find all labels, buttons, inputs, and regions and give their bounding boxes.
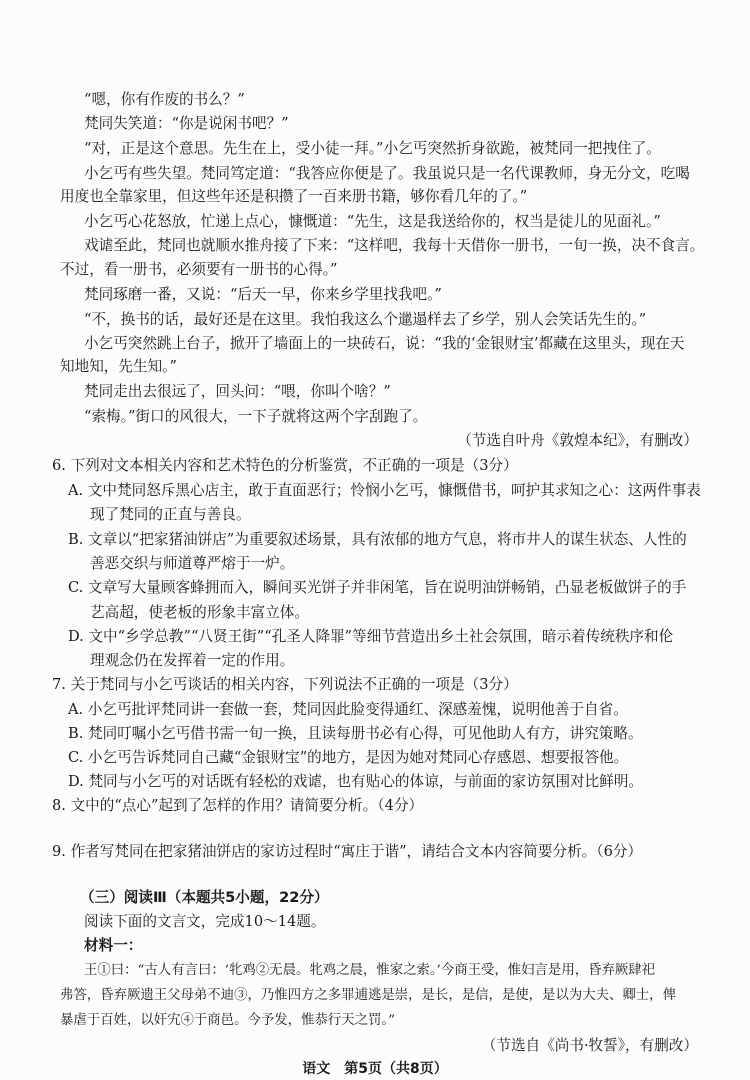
q7-option-c: C. 小乞丐告诉梵同自己藏“金银财宝”的地方，是因为她对梵同心存感恩、想要报答他。 <box>68 749 629 766</box>
classical-text-line-2: 弗答，昏弃厥遗王父母弟不迪③，乃惟四方之多罪逋逃是崇，是长，是信，是使，是以为大夫、卿士，俾 <box>60 988 676 1003</box>
story-line-11: 小乞丐突然跳上台子，掀开了墙面上的一块砖石，说：“我的‘金银财宝’都藏在这里头，现在天 <box>84 335 685 352</box>
story-source: （节选自叶舟《敦煌本纪》，有删改） <box>457 432 698 449</box>
story-line-9: 梵同琢磨一番，又说：“后天一早，你来乡学里找我吧。” <box>84 286 442 303</box>
q6-option-d-line-2: 理观念仍在发挥着一定的作用。 <box>90 652 295 669</box>
q6-option-a-line-1: A. 文中梵同怒斥黑心店主，敢于直面恶行；怜悯小乞丐，慷慨借书，呵护其求知之心：这两件事表 <box>68 482 701 499</box>
story-line-3: “对，正是这个意思。先生在上，受小徒一拜。”小乞丐突然折身欲跪，被梵同一把拽住了。 <box>84 140 661 157</box>
material-label: 材料一： <box>84 937 143 954</box>
story-line-10: “不，换书的话，最好还是在这里。我怕我这么个邋遢样去了乡学，别人会笑话先生的。” <box>84 311 647 328</box>
story-line-2: 梵同失笑道：“你是说闲书吧？” <box>84 115 289 132</box>
question-6: 6. 下列对文本相关内容和艺术特色的分析鉴赏，不正确的一项是（3分） <box>52 457 518 474</box>
page-footer: 语文 第5页（共8页） <box>302 1061 448 1077</box>
question-7: 7. 关于梵同与小乞丐谈话的相关内容，下列说法不正确的一项是（3分） <box>52 676 518 693</box>
story-line-12: 知地知，先生知。” <box>60 358 177 375</box>
story-line-5: 用度也全靠家里，但这些年还是积攒了一百来册书籍，够你看几年的了。” <box>60 188 528 205</box>
classical-text-line-1: 王①曰：“古人有言曰：‘牝鸡②无晨。牝鸡之晨，惟家之索。’今商王受，惟妇言是用，昏弃厥肆祀 <box>84 963 656 978</box>
story-line-13: 梵同走出去很远了，回头问：“喂，你叫个啥？” <box>84 383 391 400</box>
classical-text-line-3: 暴虐于百姓，以奸宄④于商邑。今予发，惟恭行天之罚。” <box>60 1013 395 1028</box>
q6-option-c-line-2: 艺高超，使老板的形象丰富立体。 <box>90 604 309 621</box>
story-line-7: 戏谑至此，梵同也就顺水推舟接了下来：“这样吧，我每十天借你一册书，一旬一换，决不食言。 <box>84 237 705 254</box>
story-line-14: “索梅。”街口的风很大，一下子就将这两个字刮跑了。 <box>84 408 428 425</box>
q6-option-b-line-2: 善恶交织与师道尊严熔于一炉。 <box>90 555 295 572</box>
section-heading: （三）阅读Ⅲ（本题共5小题，22分） <box>80 889 329 906</box>
q6-option-d-line-1: D. 文中“乡学总教”“八贤王街”“孔圣人降罪”等细节营造出乡土社会氛围，暗示着传统秩序和伦 <box>68 628 674 645</box>
q6-option-c-line-1: C. 文章写大量顾客蜂拥而入，瞬间买光饼子并非闲笔，旨在说明油饼畅销，凸显老板做饼子的手 <box>68 579 687 596</box>
q6-option-a-line-2: 现了梵同的正直与善良。 <box>90 506 251 523</box>
story-line-8: 不过，看一册书，必须要有一册书的心得。” <box>60 261 338 278</box>
question-9: 9. 作者写梵同在把家猪油饼店的家访过程时“寓庄于谐”，请结合文本内容简要分析。（6分） <box>52 843 643 860</box>
q6-option-b-line-1: B. 文章以“把家猪油饼店”为重要叙述场景，具有浓郁的地方气息，将市井人的谋生状态、人性的 <box>68 531 687 548</box>
story-line-6: 小乞丐心花怒放，忙递上点心，慷慨道：“先生，这是我送给你的，权当是徒儿的见面礼。” <box>84 213 661 230</box>
q7-option-b: B. 梵同叮嘱小乞丐借书需一旬一换，且读每册书必有心得，可见他助人有方，讲究策略。 <box>68 725 643 742</box>
section-instruction: 阅读下面的文言文，完成10～14题。 <box>84 913 326 930</box>
q7-option-a: A. 小乞丐批评梵同讲一套做一套，梵同因此脸变得通红、深感羞愧，说明他善于自省。 <box>68 701 628 718</box>
material-source: （节选自《尚书·牧誓》，有删改） <box>481 1037 698 1054</box>
story-line-1: “嗯，你有作废的书么？” <box>84 91 245 108</box>
story-line-4: 小乞丐有些失望。梵同笃定道：“我答应你便是了。我虽说只是一名代课教师，身无分文，吃喝 <box>84 165 690 182</box>
question-8: 8. 文中的“点心”起到了怎样的作用？请简要分析。（4分） <box>52 797 424 814</box>
q7-option-d: D. 梵同与小乞丐的对话既有轻松的戏谑，也有贴心的体谅，与前面的家访氛围对比鲜明。 <box>68 773 644 790</box>
